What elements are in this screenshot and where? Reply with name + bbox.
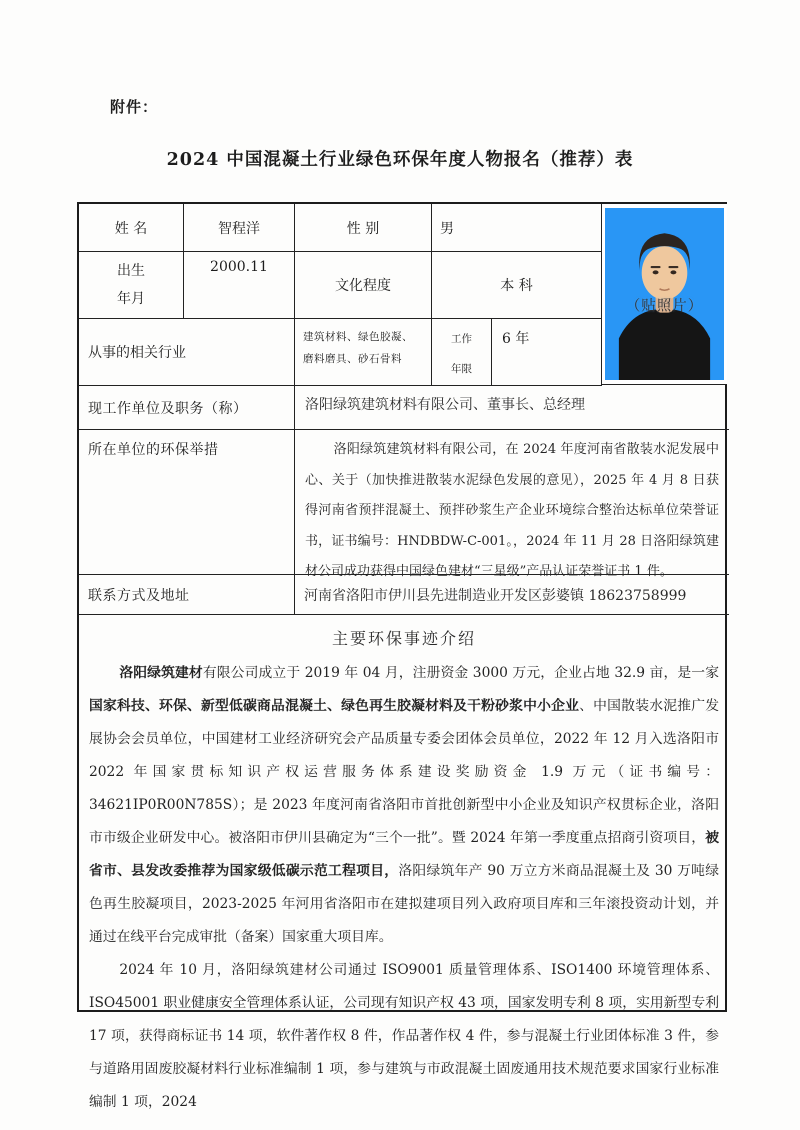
birth-date-label xyxy=(79,252,184,319)
achievements-paragraph-1: 洛阳绿筑建材有限公司成立于 2019 年 04 月，注册资金 3000 万元，企业占地 32.9 亩，是一家国家科技、环保、新型低碳商品混凝土、绿色再生胶凝材料及干粉砂浆中小企业、中国散装水泥推广发展协会会员单位，中国建材工业经济研究会产品质量专委会团体会员单位，2022 年 12 月入选洛阳市 2022 年国家贯标知识产权运营服务体系建设奖励资金 1.9 万元（证书编号：34621IP0R00N785S）；是 2023 年度河南省洛阳市首批创新型中小企业及知识产权贯标企业，洛阳市市级企业研发中心。被洛阳市伊川县确定为“三个一批”。暨 2024 年第一季度重点招商引资项目，被省市、县发改委推荐为国家级低碳示范工程项目，洛阳绿筑年产 90 万立方米商品混凝土及 30 万吨绿色再生胶凝项目，2023-2025 年河用省洛阳市在建拟建项目列入政府项目库和三年滚投资动计划，并通过在线平台完成审批（备案）国家重大项目库。 xyxy=(89,665,720,945)
attachment-label: 附件： xyxy=(110,98,159,116)
birth-label-line1: 出生 xyxy=(117,263,145,279)
employer-label: 现工作单位及职务（称） xyxy=(79,386,295,430)
achievements-section-title: 主要环保事迹介绍 xyxy=(331,629,476,648)
work-years-label-line2: 年限 xyxy=(451,363,472,375)
photo-frame xyxy=(602,204,727,384)
work-years-value: 6 年 xyxy=(492,319,602,386)
photo-placeholder-text: （贴照片） xyxy=(625,298,704,315)
work-years-label-line1: 工作 xyxy=(451,333,472,345)
work-years-label xyxy=(432,319,492,386)
env-measures-text: 洛阳绿筑建筑材料有限公司，在 2024 年度河南省散装水泥发展中心、关于（加快推进散装水泥绿色发展的意见），2025 年 4 月 8 日获得河南省预拌混凝土、预拌砂浆生产企业环境综合整治达标单位荣誉证书，证书编号：HNDBDW-C-001。，2024 年 11 月 28 日洛阳绿筑建材公司成功获得中国绿色建材“三星级”产品认证荣誉证书 1 件。 xyxy=(305,442,719,579)
achievements-section xyxy=(79,615,729,1110)
contact-value: 河南省洛阳市伊川县先进制造业开发区彭婆镇 18623758999 xyxy=(295,575,729,615)
env-measures-label: 所在单位的环保举措 xyxy=(79,430,295,575)
registration-form-table xyxy=(77,202,727,1110)
education-label: 文化程度 xyxy=(295,252,432,319)
achievements-paragraph-2: 2024 年 10 月，洛阳绿筑建材公司通过 ISO9001 质量管理体系、ISO1400 环境管理体系、ISO45001 职业健康安全管理体系认证，公司现有知识产权 43 项，国家发明专利 8 项，实用新型专利 17 项，获得商标证书 14 项，软件著作权 8 件，作品著作权 4 件，参与混凝土行业团体标准 3 件，参与道路用固废胶凝材料行业标准编制 1 项，参与建筑与市政混凝土固废通用技术规范要求国家行业标准编制 1 项，2024 xyxy=(89,962,719,1110)
page-title: 2024 中国混凝土行业绿色环保年度人物报名（推荐）表 xyxy=(166,150,634,170)
employer-value: 洛阳绿筑建筑材料有限公司、董事长、总经理 xyxy=(295,386,729,430)
education-value: 本 科 xyxy=(432,252,602,319)
birth-date-value: 2000.11 xyxy=(184,252,295,319)
name-label: 姓 名 xyxy=(79,204,184,252)
contact-label: 联系方式及地址 xyxy=(79,575,295,615)
gender-label: 性 别 xyxy=(295,204,432,252)
achievements-body xyxy=(79,657,729,1119)
industry-label: 从事的相关行业 xyxy=(79,319,295,386)
photo-cell xyxy=(602,204,727,385)
gender-value: 男 xyxy=(432,204,602,252)
env-measures-value xyxy=(295,430,729,579)
name-value: 智程洋 xyxy=(184,204,295,252)
birth-label-line2: 年月 xyxy=(117,291,145,307)
industry-value: 建筑材料、绿色胶凝、磨料磨具、砂石骨料 xyxy=(295,319,432,386)
